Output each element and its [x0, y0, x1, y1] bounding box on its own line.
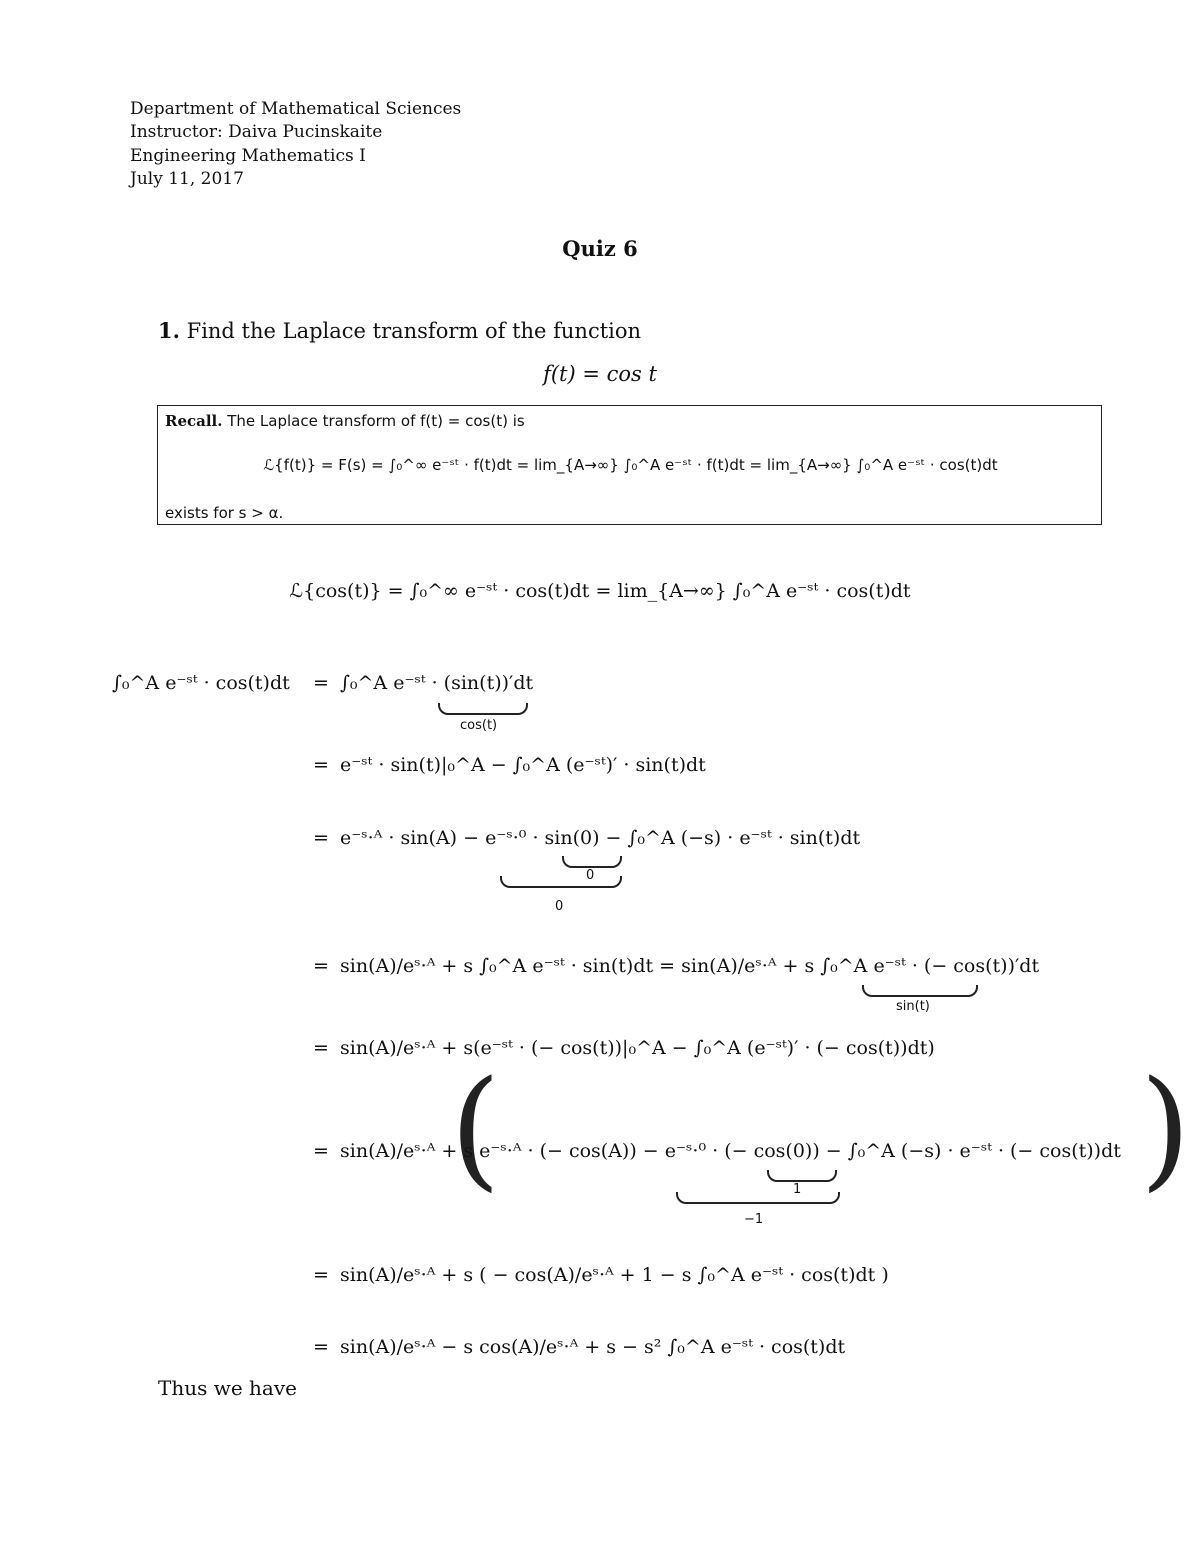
underbrace	[767, 1170, 837, 1182]
equals-sign: =	[313, 1037, 329, 1059]
problem-statement	[158, 318, 641, 343]
recall-intro	[165, 412, 525, 430]
recall-box	[157, 405, 1102, 525]
underbrace-label: 1	[793, 1182, 802, 1197]
equals-sign: =	[313, 827, 329, 849]
underbrace	[562, 856, 622, 868]
underbrace	[438, 703, 528, 715]
underbrace-label: 0	[586, 868, 595, 883]
equals-sign: =	[313, 672, 329, 694]
problem-function: f(t) = cos t	[543, 362, 657, 386]
instructor-line: Instructor: Daiva Pucinskaite	[130, 122, 383, 142]
course-line: Engineering Mathematics I	[130, 146, 366, 166]
equals-sign: =	[313, 1336, 329, 1358]
closing-text: Thus we have	[158, 1376, 297, 1400]
equals-sign: =	[313, 1140, 329, 1162]
derivation-line-6: sin(A)/eˢ·ᴬ + s e⁻ˢ·ᴬ · (− cos(A)) − e⁻ˢ·⁰ · (− cos(0)) − ∫₀^A (−s) · e⁻ˢᵗ · (− cos(t))dt	[340, 1140, 1121, 1162]
recall-intro-text: The Laplace transform of f(t) = cos(t) is	[227, 412, 525, 430]
page-title: Quiz 6	[562, 236, 638, 261]
derivation-line-4: sin(A)/eˢ·ᴬ + s ∫₀^A e⁻ˢᵗ · sin(t)dt = sin(A)/eˢ·ᴬ + s ∫₀^A e⁻ˢᵗ · (− cos(t))′dt	[340, 955, 1040, 977]
underbrace-label: 0	[555, 899, 564, 914]
equals-sign: =	[313, 1264, 329, 1286]
derivation-line-8: sin(A)/eˢ·ᴬ − s cos(A)/eˢ·ᴬ + s − s² ∫₀^A e⁻ˢᵗ · cos(t)dt	[340, 1336, 846, 1358]
right-paren: )	[1140, 1052, 1191, 1204]
problem-number: 1.	[158, 318, 180, 343]
underbrace-label: sin(t)	[896, 999, 930, 1014]
underbrace	[500, 876, 622, 888]
underbrace-label: −1	[744, 1212, 764, 1227]
derivation-line-3: e⁻ˢ·ᴬ · sin(A) − e⁻ˢ·⁰ · sin(0) − ∫₀^A (−s) · e⁻ˢᵗ · sin(t)dt	[340, 827, 861, 849]
integral-lhs: ∫₀^A e⁻ˢᵗ · cos(t)dt	[112, 672, 290, 694]
department-line: Department of Mathematical Sciences	[130, 99, 462, 119]
recall-formula: ℒ{f(t)} = F(s) = ∫₀^∞ e⁻ˢᵗ · f(t)dt = lim_{A→∞} ∫₀^A e⁻ˢᵗ · f(t)dt = lim_{A→∞} ∫₀^A e⁻ˢᵗ · cos(t)dt	[263, 456, 998, 474]
left-paren: (	[450, 1052, 501, 1204]
derivation-line-5: sin(A)/eˢ·ᴬ + s(e⁻ˢᵗ · (− cos(t))|₀^A − ∫₀^A (e⁻ˢᵗ)′ · (− cos(t))dt)	[340, 1037, 935, 1059]
equals-sign: =	[313, 754, 329, 776]
underbrace-label: cos(t)	[460, 718, 498, 733]
derivation-line-1: ∫₀^A e⁻ˢᵗ · (sin(t))′dt	[340, 672, 534, 694]
underbrace	[676, 1192, 840, 1204]
problem-text: Find the Laplace transform of the function	[186, 319, 642, 343]
laplace-definition-line: ℒ{cos(t)} = ∫₀^∞ e⁻ˢᵗ · cos(t)dt = lim_{A→∞} ∫₀^A e⁻ˢᵗ · cos(t)dt	[289, 580, 911, 602]
equals-sign: =	[313, 955, 329, 977]
derivation-line-7: sin(A)/eˢ·ᴬ + s ( − cos(A)/eˢ·ᴬ + 1 − s ∫₀^A e⁻ˢᵗ · cos(t)dt )	[340, 1264, 889, 1286]
recall-label: Recall.	[165, 412, 223, 430]
recall-condition: exists for s > α.	[165, 504, 284, 522]
derivation-line-2: e⁻ˢᵗ · sin(t)|₀^A − ∫₀^A (e⁻ˢᵗ)′ · sin(t)dt	[340, 754, 706, 776]
date-line: July 11, 2017	[130, 169, 244, 189]
underbrace	[862, 985, 978, 997]
